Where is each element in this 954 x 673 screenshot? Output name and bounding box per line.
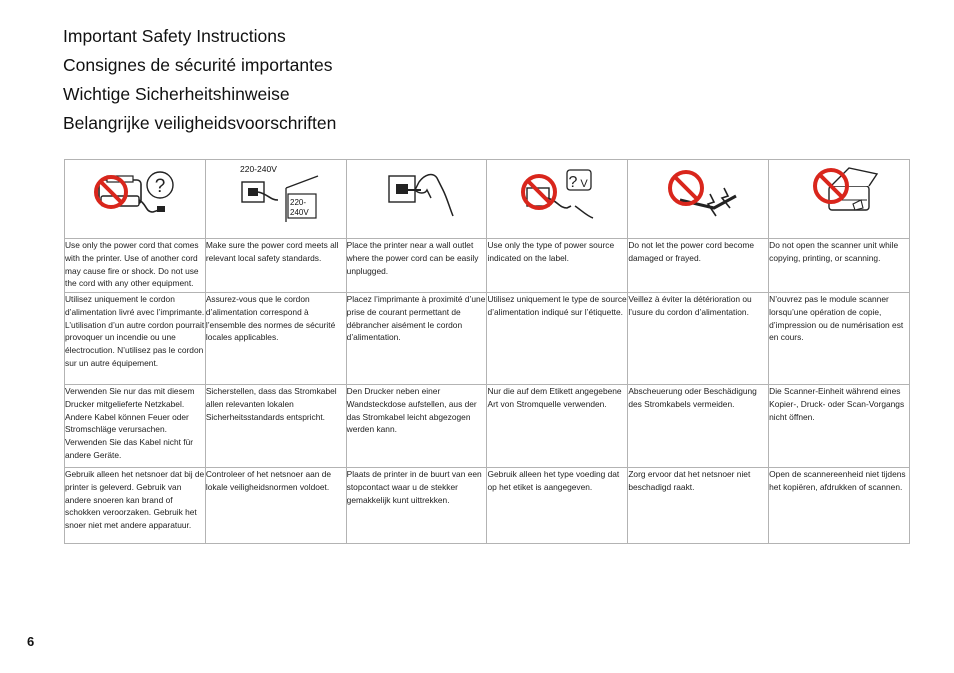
icon-cell	[628, 160, 769, 239]
icon-cell	[346, 160, 487, 239]
no-damaged-cord-icon	[650, 160, 746, 224]
icon-voltage-label-bottom: 240V	[289, 208, 309, 217]
icon-question-label: ?	[568, 174, 578, 191]
english-row	[65, 239, 910, 293]
instruction-text: Utilisez uniquement le type de source d’alimentation indiqué sur l’étiquette.	[487, 293, 628, 385]
no-wrong-power-source-icon	[509, 160, 605, 224]
page-number: 6	[27, 634, 35, 649]
unplug-outlet-icon	[369, 160, 465, 224]
instruction-text: Veillez à éviter la détérioration ou l’usure du cordon d’alimentation.	[628, 293, 769, 385]
instruction-text: Die Scanner-Einheit während eines Kopier-, Druck- oder Scan-Vorgangs nicht öffnen.	[769, 385, 910, 468]
french-row	[65, 293, 910, 385]
icon-question-label: ?	[154, 176, 166, 197]
instruction-text: Gebruik alleen het type voeding dat op het etiket is aangegeven.	[487, 468, 628, 544]
safety-table	[64, 159, 910, 544]
title-dutch: Belangrijke veiligheidsvoorschriften	[63, 113, 337, 133]
instruction-text: Use only the power cord that comes with the printer. Use of another cord may cause fire or shock. Do not use the cord with any other equipment.	[65, 239, 206, 293]
instruction-text: Zorg ervoor dat het netsnoer niet beschadigd raakt.	[628, 468, 769, 544]
instruction-text: Sicherstellen, dass das Stromkabel allen relevanten lokalen Sicherheitsstandards entspricht.	[205, 385, 346, 468]
instruction-text: Nur die auf dem Etikett angegebene Art von Stromquelle verwenden.	[487, 385, 628, 468]
title-english: Important Safety Instructions	[63, 26, 286, 46]
instruction-text: N’ouvrez pas le module scanner lorsqu’une opération de copie, d’impression ou de numérisation est en cours.	[769, 293, 910, 385]
instruction-text: Assurez-vous que le cordon d’alimentation correspond à l’ensemble des normes de sécurité locales applicables.	[205, 293, 346, 385]
icon-cell	[205, 160, 346, 239]
icon-cell	[65, 160, 206, 239]
instruction-text: Placez l’imprimante à proximité d’une prise de courant permettant de débrancher aisément le cordon d’alimentation.	[346, 293, 487, 385]
instruction-text: Make sure the power cord meets all relevant local safety standards.	[205, 239, 346, 293]
title-french: Consignes de sécurité importantes	[63, 55, 333, 75]
instruction-text: Gebruik alleen het netsnoer dat bij de printer is geleverd. Gebruik van andere snoeren kan brand of schokken veroorzaken. Gebruik het snoer niet met andere apparatuur.	[65, 468, 206, 544]
instruction-text: Plaats de printer in de buurt van een stopcontact waar u de stekker gemakkelijk kunt uittrekken.	[346, 468, 487, 544]
icon-row	[65, 160, 910, 239]
instruction-text: Abscheuerung oder Beschädigung des Stromkabels vermeiden.	[628, 385, 769, 468]
instruction-text: Use only the type of power source indicated on the label.	[487, 239, 628, 293]
instruction-text: Open de scannereenheid niet tijdens het kopiëren, afdrukken of scannen.	[769, 468, 910, 544]
icon-cell	[487, 160, 628, 239]
instruction-text: Place the printer near a wall outlet where the power cord can be easily unplugged.	[346, 239, 487, 293]
german-row	[65, 385, 910, 468]
instruction-text: Verwenden Sie nur das mit diesem Drucker mitgelieferte Netzkabel. Andere Kabel können Feuer oder Stromschläge verursachen. Verwenden Sie das Kabel nicht für andere Geräte.	[65, 385, 206, 468]
instruction-text: Utilisez uniquement le cordon d’alimentation livré avec l’imprimante. L’utilisation d’un autre cordon pourrait provoquer un incendie ou une électrocution. N’utilisez pas le cordon sur un autre équipement.	[65, 293, 206, 385]
icon-cell	[769, 160, 910, 239]
icon-volt-label: V	[580, 178, 589, 190]
voltage-outlet-icon	[228, 160, 324, 224]
title-block	[63, 22, 336, 138]
dutch-row	[65, 468, 910, 544]
no-other-cord-icon	[87, 160, 183, 224]
instruction-text: Den Drucker neben einer Wandsteckdose aufstellen, aus der das Stromkabel leicht abgezogen werden kann.	[346, 385, 487, 468]
instruction-text: Do not let the power cord become damaged or frayed.	[628, 239, 769, 293]
icon-voltage-label: 220-240V	[239, 164, 277, 174]
instruction-text: Controleer of het netsnoer aan de lokale veiligheidsnormen voldoet.	[205, 468, 346, 544]
icon-voltage-label-top: 220-	[289, 198, 306, 207]
no-open-scanner-icon	[791, 160, 887, 224]
title-german: Wichtige Sicherheitshinweise	[63, 84, 290, 104]
instruction-text: Do not open the scanner unit while copying, printing, or scanning.	[769, 239, 910, 293]
